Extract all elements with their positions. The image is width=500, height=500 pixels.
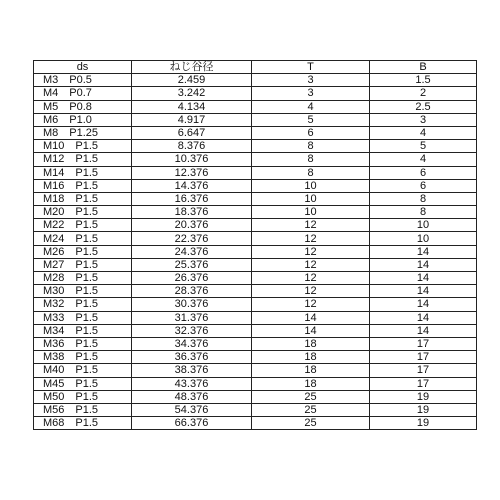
cell-ds: M68 P1.5 (34, 417, 132, 430)
cell-ds: M6 P1.0 (34, 113, 132, 126)
cell-t: 8 (252, 153, 370, 166)
cell-root-diameter: 34.376 (132, 337, 252, 350)
cell-root-diameter: 28.376 (132, 285, 252, 298)
cell-t: 5 (252, 113, 370, 126)
cell-t: 25 (252, 403, 370, 416)
cell-t: 18 (252, 364, 370, 377)
table-row (34, 298, 477, 311)
table-row (34, 206, 477, 219)
cell-ds: M28 P1.5 (34, 272, 132, 285)
cell-root-diameter: 48.376 (132, 390, 252, 403)
cell-root-diameter: 8.376 (132, 140, 252, 153)
cell-t: 4 (252, 100, 370, 113)
table-row (34, 192, 477, 205)
cell-root-diameter: 10.376 (132, 153, 252, 166)
cell-t: 12 (252, 285, 370, 298)
table-row (34, 100, 477, 113)
cell-ds: M34 P1.5 (34, 324, 132, 337)
header-root-diameter: ねじ谷径 (132, 61, 252, 74)
cell-t: 3 (252, 87, 370, 100)
cell-ds: M10 P1.5 (34, 140, 132, 153)
cell-ds: M22 P1.5 (34, 219, 132, 232)
cell-b: 2 (370, 87, 477, 100)
cell-root-diameter: 3.242 (132, 87, 252, 100)
cell-t: 14 (252, 311, 370, 324)
cell-t: 18 (252, 377, 370, 390)
table-row (34, 113, 477, 126)
cell-root-diameter: 32.376 (132, 324, 252, 337)
table-row (34, 285, 477, 298)
cell-b: 14 (370, 258, 477, 271)
cell-ds: M26 P1.5 (34, 245, 132, 258)
cell-ds: M12 P1.5 (34, 153, 132, 166)
table-row (34, 351, 477, 364)
cell-t: 14 (252, 324, 370, 337)
table-row (34, 140, 477, 153)
cell-b: 2.5 (370, 100, 477, 113)
cell-root-diameter: 31.376 (132, 311, 252, 324)
cell-t: 12 (252, 272, 370, 285)
table-row (34, 258, 477, 271)
table-row (34, 403, 477, 416)
cell-ds: M50 P1.5 (34, 390, 132, 403)
cell-ds: M14 P1.5 (34, 166, 132, 179)
cell-t: 10 (252, 206, 370, 219)
cell-root-diameter: 54.376 (132, 403, 252, 416)
cell-ds: M24 P1.5 (34, 232, 132, 245)
cell-t: 8 (252, 166, 370, 179)
cell-b: 8 (370, 192, 477, 205)
cell-ds: M20 P1.5 (34, 206, 132, 219)
cell-t: 8 (252, 140, 370, 153)
cell-root-diameter: 30.376 (132, 298, 252, 311)
cell-b: 19 (370, 403, 477, 416)
cell-t: 12 (252, 258, 370, 271)
cell-b: 6 (370, 179, 477, 192)
cell-b: 1.5 (370, 74, 477, 87)
table-row (34, 390, 477, 403)
cell-root-diameter: 43.376 (132, 377, 252, 390)
cell-root-diameter: 16.376 (132, 192, 252, 205)
cell-b: 19 (370, 417, 477, 430)
cell-ds: M18 P1.5 (34, 192, 132, 205)
cell-b: 14 (370, 298, 477, 311)
header-t: T (252, 61, 370, 74)
cell-t: 10 (252, 192, 370, 205)
table-row (34, 324, 477, 337)
table-row (34, 87, 477, 100)
table-row (34, 417, 477, 430)
cell-root-diameter: 36.376 (132, 351, 252, 364)
cell-t: 18 (252, 351, 370, 364)
cell-ds: M36 P1.5 (34, 337, 132, 350)
header-b: B (370, 61, 477, 74)
cell-ds: M32 P1.5 (34, 298, 132, 311)
cell-b: 14 (370, 285, 477, 298)
header-ds: ds (34, 61, 132, 74)
table-row (34, 219, 477, 232)
cell-b: 19 (370, 390, 477, 403)
table-row (34, 166, 477, 179)
cell-ds: M33 P1.5 (34, 311, 132, 324)
cell-b: 4 (370, 126, 477, 139)
cell-b: 14 (370, 245, 477, 258)
cell-t: 12 (252, 298, 370, 311)
cell-root-diameter: 6.647 (132, 126, 252, 139)
cell-root-diameter: 12.376 (132, 166, 252, 179)
header-row (34, 61, 477, 74)
cell-b: 14 (370, 272, 477, 285)
cell-b: 14 (370, 311, 477, 324)
cell-ds: M45 P1.5 (34, 377, 132, 390)
cell-t: 10 (252, 179, 370, 192)
cell-ds: M8 P1.25 (34, 126, 132, 139)
cell-root-diameter: 38.376 (132, 364, 252, 377)
cell-root-diameter: 26.376 (132, 272, 252, 285)
cell-ds: M5 P0.8 (34, 100, 132, 113)
table-row (34, 74, 477, 87)
table-row (34, 364, 477, 377)
cell-b: 17 (370, 351, 477, 364)
table-row (34, 377, 477, 390)
cell-ds: M30 P1.5 (34, 285, 132, 298)
table-row (34, 153, 477, 166)
table-header (34, 61, 477, 74)
table-row (34, 272, 477, 285)
cell-t: 18 (252, 337, 370, 350)
table-row (34, 311, 477, 324)
cell-root-diameter: 4.917 (132, 113, 252, 126)
table-row (34, 179, 477, 192)
cell-b: 17 (370, 364, 477, 377)
cell-b: 3 (370, 113, 477, 126)
cell-b: 5 (370, 140, 477, 153)
cell-ds: M40 P1.5 (34, 364, 132, 377)
cell-b: 17 (370, 337, 477, 350)
table-row (34, 126, 477, 139)
cell-root-diameter: 20.376 (132, 219, 252, 232)
cell-t: 3 (252, 74, 370, 87)
cell-b: 6 (370, 166, 477, 179)
table-row (34, 337, 477, 350)
cell-ds: M3 P0.5 (34, 74, 132, 87)
cell-t: 25 (252, 417, 370, 430)
cell-b: 17 (370, 377, 477, 390)
cell-t: 12 (252, 219, 370, 232)
table-body (34, 74, 477, 430)
cell-root-diameter: 18.376 (132, 206, 252, 219)
cell-b: 8 (370, 206, 477, 219)
cell-t: 12 (252, 245, 370, 258)
cell-root-diameter: 25.376 (132, 258, 252, 271)
cell-t: 25 (252, 390, 370, 403)
cell-root-diameter: 2.459 (132, 74, 252, 87)
cell-root-diameter: 24.376 (132, 245, 252, 258)
cell-b: 14 (370, 324, 477, 337)
table-row (34, 245, 477, 258)
thread-spec-table (33, 60, 477, 430)
cell-b: 10 (370, 219, 477, 232)
cell-root-diameter: 22.376 (132, 232, 252, 245)
cell-t: 12 (252, 232, 370, 245)
cell-ds: M16 P1.5 (34, 179, 132, 192)
cell-ds: M56 P1.5 (34, 403, 132, 416)
cell-t: 6 (252, 126, 370, 139)
cell-b: 4 (370, 153, 477, 166)
cell-root-diameter: 66.376 (132, 417, 252, 430)
table-row (34, 232, 477, 245)
cell-ds: M27 P1.5 (34, 258, 132, 271)
cell-ds: M4 P0.7 (34, 87, 132, 100)
cell-root-diameter: 14.376 (132, 179, 252, 192)
cell-ds: M38 P1.5 (34, 351, 132, 364)
cell-root-diameter: 4.134 (132, 100, 252, 113)
cell-b: 10 (370, 232, 477, 245)
